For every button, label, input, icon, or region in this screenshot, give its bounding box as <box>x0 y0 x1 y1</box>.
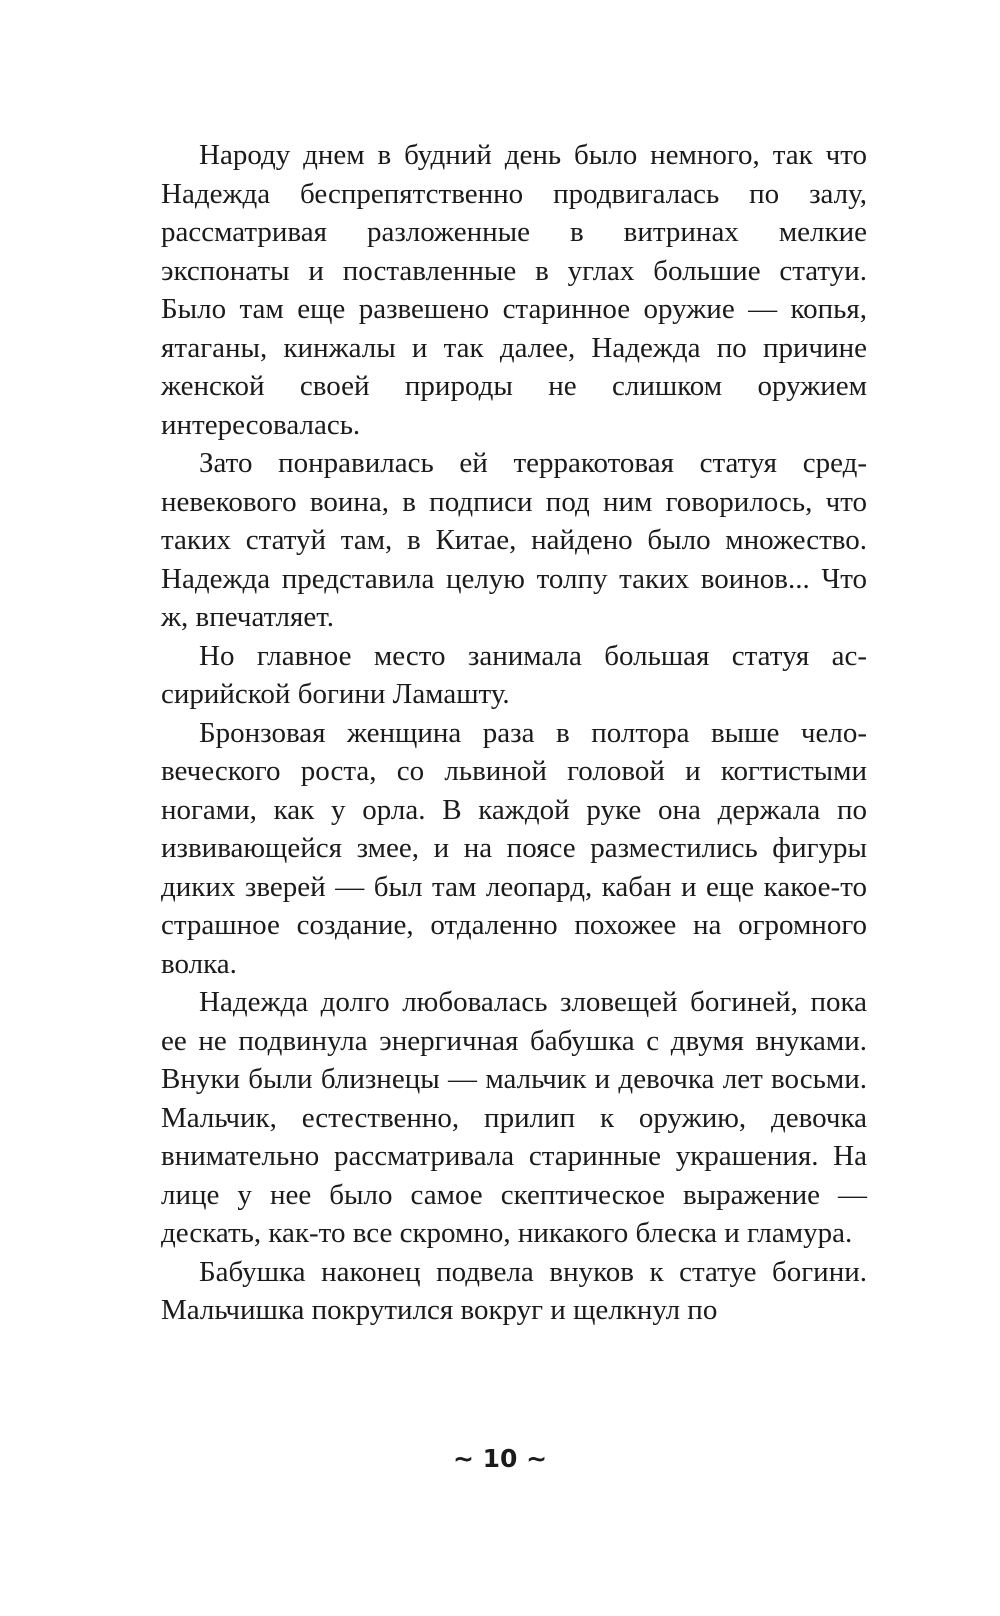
paragraph-1: Народу днем в будний день было немного, так что Надежда беспрепятственно продвигалась по залу, рассматривая разложенные в витринах мелкие экспонаты и поставленные в углах большие статуи. Было там еще развешено старинное оружие — копья, ятаганы, кинжалы и так далее, Надежда по причине женской своей природы не слишком оружием интересовалась. <box>161 139 867 441</box>
paragraph-6: Бабушка наконец подвела внуков к статуе богини. Мальчишка покрутился вокруг и щелкнул по <box>161 1255 867 1326</box>
paragraph-2: Зато понравилась ей терракотовая статуя средневекового воина, в подписи под ним говорилось, что таких статуй там, в Китае, найдено было множество. Надежда представила целую толпу таких воинов... Что ж, впечатляет. <box>161 447 867 633</box>
paragraph-5: Надежда долго любовалась зловещей богиней, пока ее не подвинула энергичная бабушка с двумя внуками. Внуки были близнецы — мальчик и девочка лет восьми. Мальчик, естественно, прилип к оружию, девочка внимательно рассматривала старинные украшения. На лице у нее было самое скептическое выражение — дескать, как-то все скромно, никакого блеска и гламура. <box>161 986 867 1249</box>
paragraph-3: Но главное место занимала большая статуя ассирийской богини Ламашту. <box>161 639 867 710</box>
page-number: ~ 10 ~ <box>452 1444 548 1473</box>
body-text <box>161 136 867 1330</box>
paragraph-4: Бронзовая женщина раза в полтора выше человеческого роста, со львиной головой и когтистыми ногами, как у орла. В каждой руке она держала по извивающейся змее, и на поясе разместились фигуры диких зверей — был там леопард, кабан и еще какое-то страшное создание, отдаленно похожее на огромного волка. <box>161 716 867 980</box>
